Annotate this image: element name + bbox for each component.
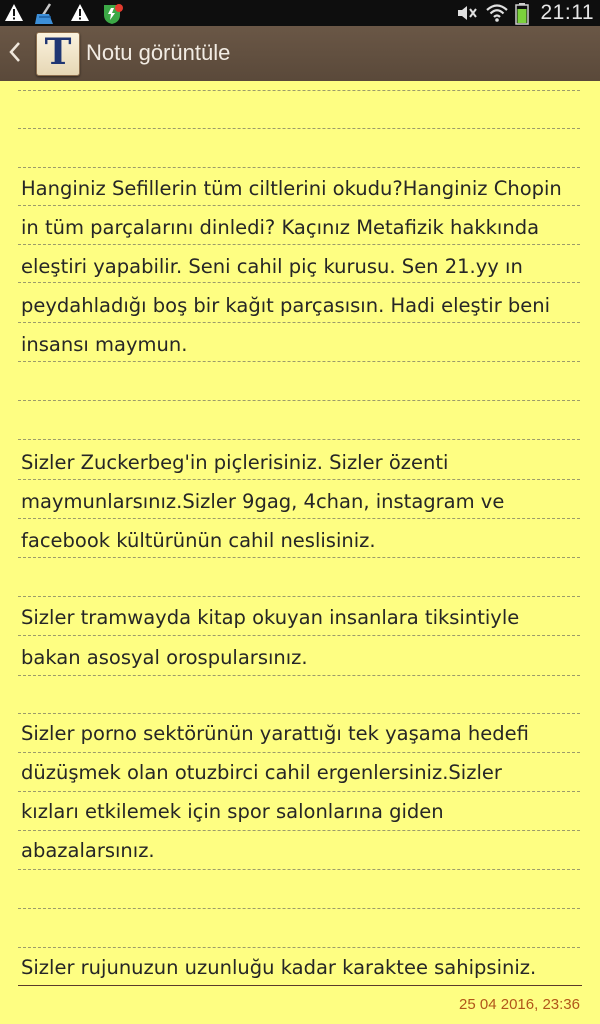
ruled-line — [18, 635, 580, 636]
note-text-line: eleştiri yapabilir. Seni cahil piç kurusu. Sen 21.yy ın — [21, 255, 523, 278]
note-text-line: abazalarsınız. — [21, 839, 155, 862]
note-text-line: kızları etkilemek için spor salonlarına giden — [21, 800, 444, 823]
ruled-line — [18, 90, 580, 91]
note-text-line: maymunlarsınız.Sizler 9gag, 4chan, instagram ve — [21, 490, 505, 513]
note-text-line: facebook kültürünün cahil neslisiniz. — [21, 529, 376, 552]
note-text-line: Hanginiz Sefillerin tüm ciltlerini okudu?Hanginiz Chopin — [21, 177, 562, 200]
mute-icon — [456, 3, 478, 23]
note-text-line: Sizler Zuckerbeg'in piçlerisiniz. Sizler özenti — [21, 451, 449, 474]
app-logo-icon[interactable]: T — [36, 32, 80, 76]
ruled-line — [18, 479, 580, 480]
note-text-line: peydahladığı boş bir kağıt parçasısın. Hadi eleştir beni — [21, 294, 551, 317]
note-content[interactable] — [0, 81, 600, 1024]
ruled-line — [18, 596, 580, 597]
note-text-line: insansı maymun. — [21, 333, 188, 356]
battery-icon — [514, 3, 530, 25]
ruled-line — [18, 167, 580, 168]
ruled-line — [18, 400, 580, 401]
note-text-line: Sizler rujunuzun uzunluğu kadar karaktee sahipsiniz. — [21, 956, 537, 979]
ruled-line — [18, 205, 580, 206]
note-timestamp: 25 04 2016, 23:36 — [459, 996, 580, 1013]
note-text-line: düzüşmek olan otuzbirci cahil ergenlersiniz.Sizler — [21, 761, 502, 784]
ruled-line — [18, 557, 580, 558]
note-text-line: Sizler tramwayda kitap okuyan insanlara tiksintiyle — [21, 606, 520, 629]
status-bar — [0, 0, 600, 26]
ruled-line — [18, 282, 580, 283]
back-chevron-icon[interactable] — [8, 40, 22, 64]
ruled-line — [18, 244, 580, 245]
shield-app-icon — [100, 3, 124, 25]
note-bottom-divider — [18, 985, 582, 986]
note-text-line: bakan asosyal orospularsınız. — [21, 646, 308, 669]
wifi-icon — [485, 3, 509, 23]
warning-icon — [70, 3, 90, 22]
ruled-line — [18, 830, 580, 831]
note-text-line: in tüm parçalarını dinledi? Kaçınız Metafizik hakkında — [21, 216, 540, 239]
ruled-line — [18, 752, 580, 753]
note-text-line: Sizler porno sektörünün yarattığı tek yaşama hedefi — [21, 722, 529, 745]
broom-cleaner-icon — [34, 3, 60, 25]
ruled-line — [18, 791, 580, 792]
action-bar — [0, 26, 600, 81]
ruled-line — [18, 128, 580, 129]
ruled-line — [18, 361, 580, 362]
clock: 21:11 — [540, 1, 594, 24]
ruled-line — [18, 322, 580, 323]
ruled-line — [18, 947, 580, 948]
ruled-line — [18, 518, 580, 519]
ruled-line — [18, 675, 580, 676]
ruled-line — [18, 713, 580, 714]
ruled-line — [18, 908, 580, 909]
ruled-line — [18, 869, 580, 870]
ruled-line — [18, 439, 580, 440]
warning-icon — [4, 3, 24, 22]
screen-title: Notu görüntüle — [86, 40, 231, 65]
